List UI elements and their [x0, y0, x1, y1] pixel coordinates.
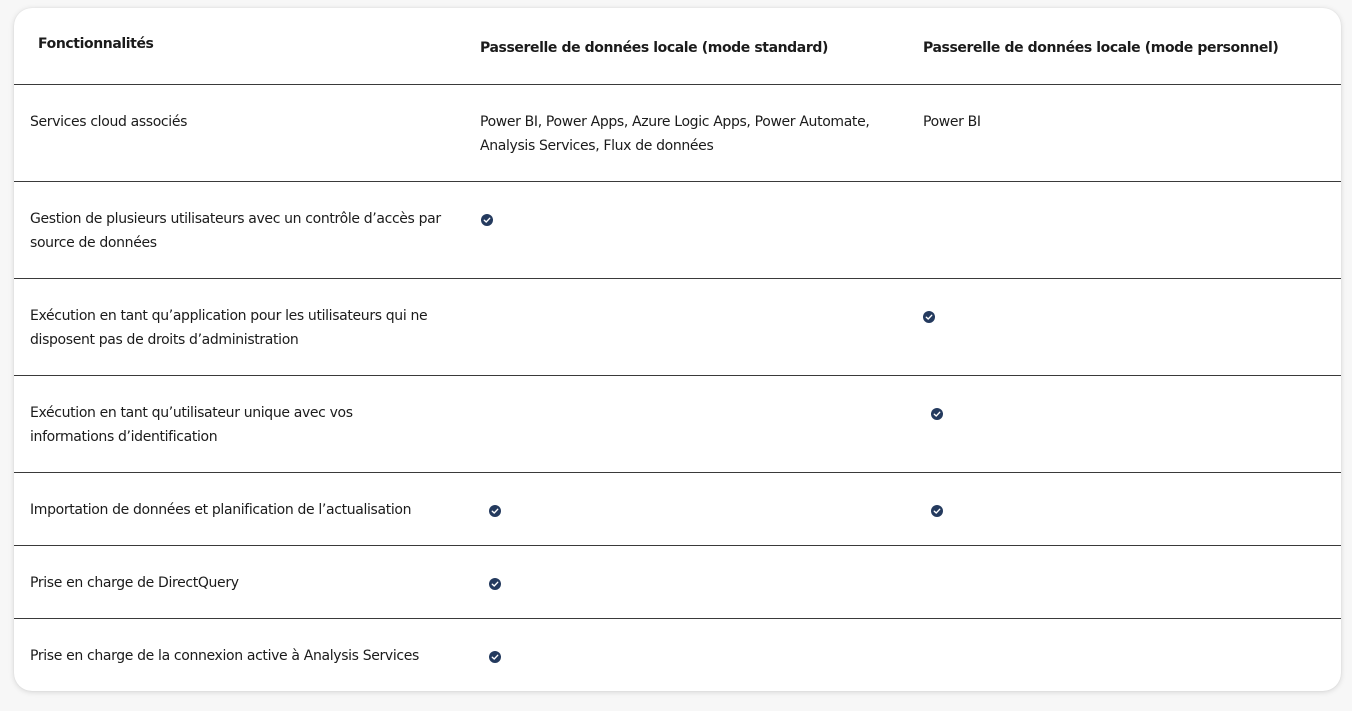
- check-circle-icon: [481, 214, 493, 226]
- header-feature: Fonctionnalités: [38, 36, 154, 52]
- table-header-row: [14, 8, 1341, 85]
- feature-label: Exécution en tant qu’utilisateur unique avec vos informations d’identification: [30, 405, 353, 445]
- feature-label: Gestion de plusieurs utilisateurs avec un contrôle d’accès par source de données: [30, 211, 441, 251]
- feature-label: Importation de données et planification de l’actualisation: [30, 502, 412, 518]
- personal-value: Power BI: [923, 114, 981, 130]
- check-circle-icon: [923, 311, 935, 323]
- feature-label: Services cloud associés: [30, 114, 188, 130]
- header-personal-mode: Passerelle de données locale (mode personnel): [923, 40, 1279, 56]
- feature-comparison-table: [14, 8, 1341, 691]
- check-circle-icon: [489, 651, 501, 663]
- table-row: [14, 182, 1341, 279]
- feature-label: Prise en charge de DirectQuery: [30, 575, 239, 591]
- feature-label: Exécution en tant qu’application pour les utilisateurs qui ne disposent pas de droits d’administration: [30, 308, 428, 348]
- table-row: [14, 279, 1341, 376]
- table-row: [14, 473, 1341, 546]
- check-circle-icon: [489, 578, 501, 590]
- standard-value: Power BI, Power Apps, Azure Logic Apps, Power Automate, Analysis Services, Flux de données: [480, 114, 870, 154]
- feature-label: Prise en charge de la connexion active à Analysis Services: [30, 648, 419, 664]
- table-row: [14, 376, 1341, 473]
- table-row: [14, 85, 1341, 182]
- table-row: [14, 546, 1341, 619]
- header-standard-mode: Passerelle de données locale (mode standard): [480, 40, 828, 56]
- check-circle-icon: [931, 408, 943, 420]
- check-circle-icon: [931, 505, 943, 517]
- check-circle-icon: [489, 505, 501, 517]
- table-row: [14, 619, 1341, 691]
